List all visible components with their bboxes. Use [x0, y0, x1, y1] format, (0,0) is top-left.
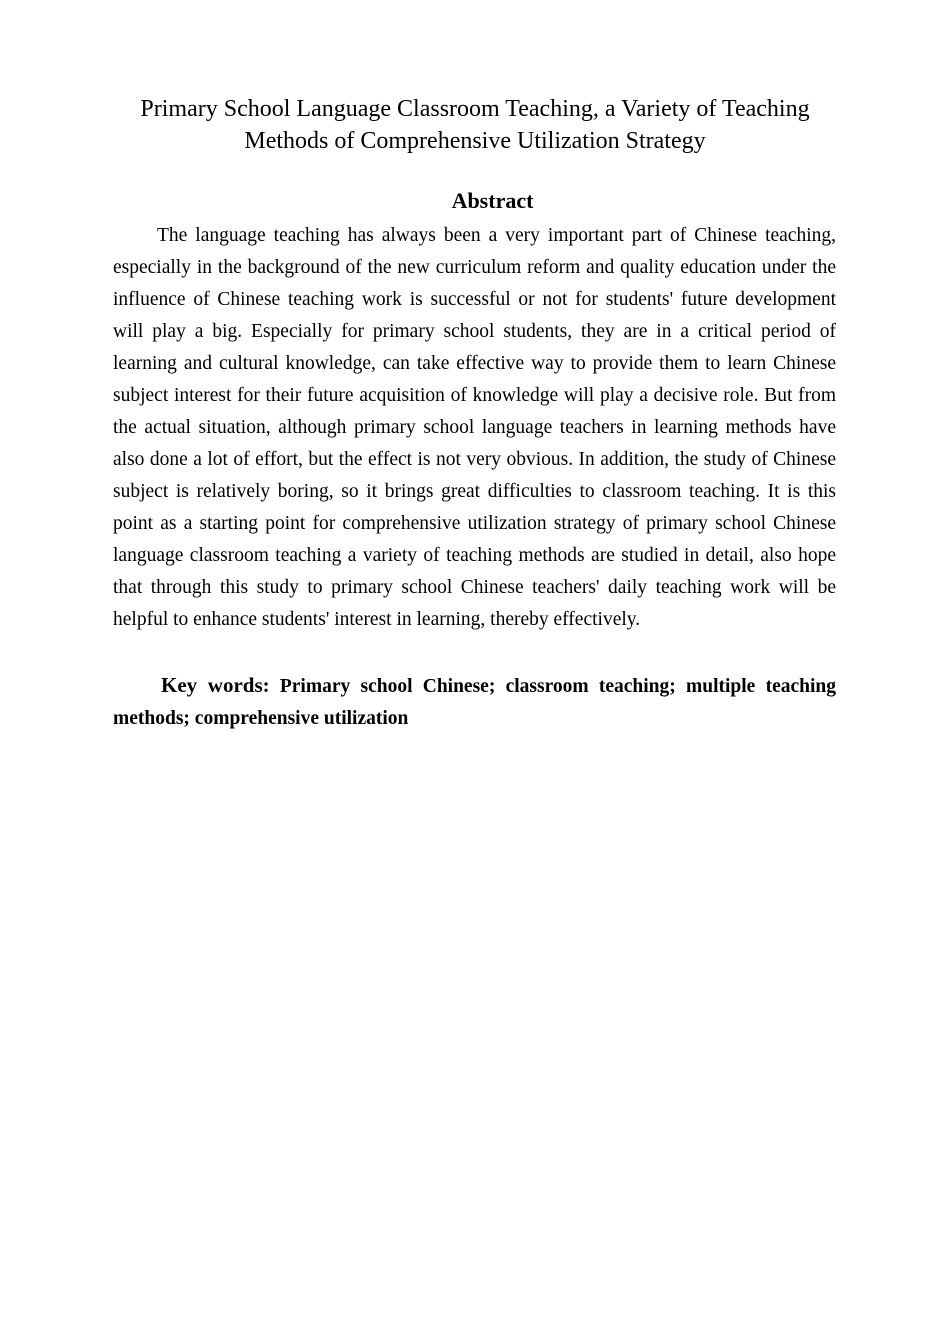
- paper-page: [113, 93, 836, 735]
- keywords-paragraph: [113, 669, 836, 735]
- keywords-label: Key words:: [161, 673, 270, 697]
- keywords-text: Primary school Chinese; classroom teaching; multiple teaching methods; comprehensive utilization: [113, 676, 836, 729]
- paper-title: Primary School Language Classroom Teaching, a Variety of Teaching Methods of Comprehensive Utilization Strategy: [140, 96, 810, 154]
- abstract-heading: Abstract: [451, 188, 534, 213]
- abstract-body: The language teaching has always been a very important part of Chinese teaching, especially in the background of the new curriculum reform and quality education under the influence of Chinese teaching work is successful or not for students' future development will play a big. Especially for primary school students, they are in a critical period of learning and cultural knowledge, can take effective way to provide them to learn Chinese subject interest for their future acquisition of knowledge will play a decisive role. But from the actual situation, although primary school language teachers in learning methods have also done a lot of effort, but the effect is not very obvious. In addition, the study of Chinese subject is relatively boring, so it brings great difficulties to classroom teaching. It is this point as a starting point for comprehensive utilization strategy of primary school Chinese language classroom teaching a variety of teaching methods are studied in detail, also hope that through this study to primary school Chinese teachers' daily teaching work will be helpful to enhance students' interest in learning, thereby effectively.: [113, 225, 836, 630]
